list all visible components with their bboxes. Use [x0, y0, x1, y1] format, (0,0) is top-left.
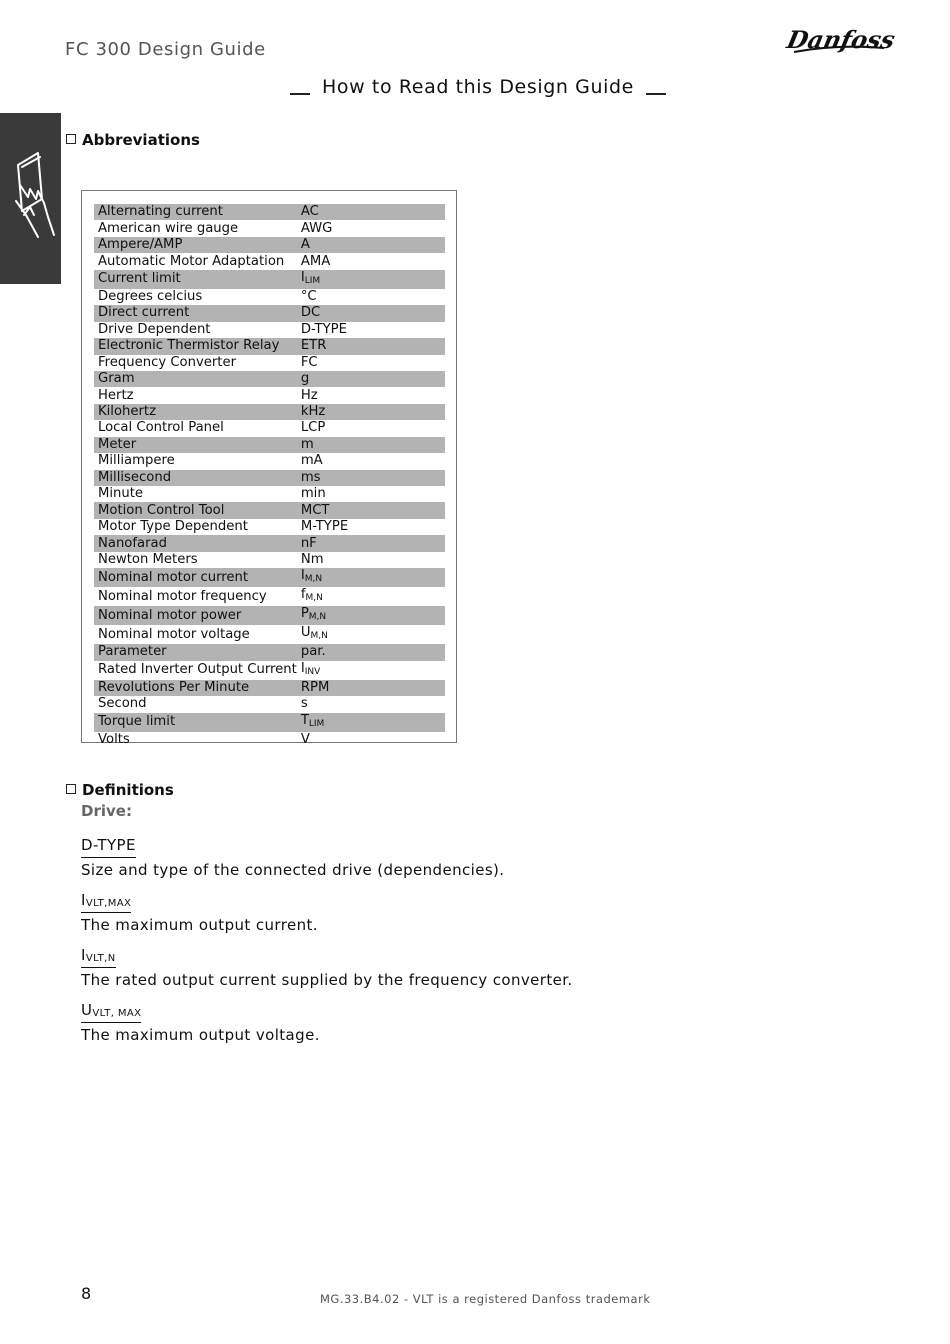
definition-description: The rated output current supplied by the frequency converter. [81, 971, 573, 989]
abbreviation-main: nF [300, 535, 317, 551]
table-row [94, 220, 445, 236]
table-row [94, 661, 445, 680]
abbreviation-main: T [300, 712, 309, 728]
reading-hand-icon [8, 145, 56, 241]
table-row [94, 371, 445, 387]
table-row [94, 355, 445, 371]
abbreviation-term: Torque limit [94, 713, 297, 732]
abbreviation-value [297, 644, 445, 660]
table-row [94, 453, 445, 469]
abbreviation-main: I [300, 660, 305, 676]
abbreviation-subscript: M,N [308, 612, 327, 623]
abbreviation-term: Second [98, 696, 147, 712]
abbreviation-main: Nm [300, 551, 324, 567]
abbreviation-term: Newton Meters [98, 551, 198, 567]
abbreviation-value [297, 696, 445, 712]
abbreviation-value [297, 661, 445, 680]
abbreviation-value [297, 437, 445, 453]
abbreviation-value [297, 289, 445, 305]
abbreviation-value [297, 470, 445, 486]
abbreviation-value [297, 220, 445, 236]
abbreviation-value [297, 502, 445, 518]
table-row [94, 338, 445, 354]
abbreviation-term: Degrees celcius [98, 288, 203, 304]
definition-term [81, 892, 131, 913]
table-row [94, 437, 445, 453]
table-row [94, 606, 445, 625]
abbreviation-term: Frequency Converter [98, 354, 236, 370]
definitions-heading [66, 781, 174, 799]
table-row [94, 713, 445, 732]
abbreviation-value [297, 625, 445, 644]
abbreviation-value [297, 587, 445, 606]
abbreviation-main: DC [300, 305, 321, 321]
abbreviation-main: A [300, 237, 310, 253]
abbreviation-main: s [300, 696, 308, 712]
term-main: I [81, 891, 86, 909]
table-row [94, 305, 445, 321]
abbreviation-subscript: M,N [305, 593, 323, 604]
abbreviations-heading [66, 131, 200, 149]
abbreviation-value [297, 732, 445, 748]
abbreviation-value [297, 355, 445, 371]
abbreviation-value [297, 680, 445, 696]
table-row [94, 322, 445, 338]
abbreviation-main: ms [300, 469, 321, 485]
definition-description: The maximum output voltage. [81, 1026, 320, 1044]
abbreviation-term: Electronic Thermistor Relay [94, 338, 297, 354]
abbreviation-term: American wire gauge [98, 220, 239, 236]
term-subscript: VLT,N [85, 953, 116, 964]
abbreviation-term: Gram [94, 371, 297, 387]
abbreviations-heading-text: Abbreviations [82, 131, 200, 149]
abbreviation-main: D-TYPE [300, 321, 347, 337]
heading-bullet-icon [66, 134, 76, 144]
abbreviation-value [297, 204, 445, 220]
definition-description: Size and type of the connected drive (dependencies). [81, 861, 505, 879]
abbreviation-main: LCP [300, 420, 326, 436]
abbreviation-main: par. [300, 644, 326, 660]
abbreviation-subscript: M,N [304, 574, 323, 585]
table-row [94, 387, 445, 403]
abbreviation-value [297, 713, 445, 732]
abbreviation-value [297, 322, 445, 338]
abbreviation-term: Ampere/AMP [94, 237, 297, 253]
abbreviation-term: Drive Dependent [98, 321, 211, 337]
abbreviation-value [297, 420, 445, 436]
term-main: U [81, 1001, 93, 1019]
abbreviation-main: °C [300, 288, 317, 304]
table-row [94, 644, 445, 660]
section-title-text: How to Read this Design Guide [322, 76, 634, 98]
section-title [290, 76, 666, 98]
abbreviation-main: mA [300, 453, 323, 469]
definition-description: The maximum output current. [81, 916, 318, 934]
abbreviations-table [94, 204, 445, 748]
abbreviation-subscript: LIM [304, 275, 321, 286]
abbreviation-main: I [300, 568, 305, 584]
abbreviation-main: I [300, 269, 305, 285]
definition-item [81, 1001, 320, 1044]
definition-term [81, 837, 136, 858]
table-row [94, 204, 445, 220]
table-row [94, 470, 445, 486]
abbreviation-term: Milliampere [98, 453, 175, 469]
heading-bullet-icon [66, 784, 76, 794]
abbreviation-main: kHz [300, 404, 326, 420]
page-number: 8 [81, 1284, 92, 1303]
abbreviation-term: Nominal motor frequency [98, 588, 267, 604]
abbreviation-main: m [300, 436, 314, 452]
definitions-heading-text: Definitions [82, 781, 174, 799]
abbreviation-term: Minute [98, 486, 144, 502]
table-row [94, 486, 445, 502]
abbreviation-value [297, 486, 445, 502]
abbreviation-value [297, 305, 445, 321]
abbreviation-main: f [300, 587, 306, 603]
abbreviation-term: Local Control Panel [98, 420, 224, 436]
abbreviation-value [297, 453, 445, 469]
term-main: D-TYPE [81, 836, 136, 854]
abbreviation-main: RPM [300, 679, 330, 695]
abbreviation-term: Rated Inverter Output Current [98, 662, 297, 678]
abbreviation-subscript: LIM [308, 718, 325, 729]
abbreviation-value [297, 568, 445, 587]
abbreviation-main: V [300, 731, 310, 747]
abbreviation-term: Current limit [94, 270, 297, 289]
abbreviation-value [297, 270, 445, 289]
abbreviation-main: ETR [300, 338, 327, 354]
table-row [94, 625, 445, 644]
table-row [94, 404, 445, 420]
abbreviation-term: Volts [98, 731, 130, 747]
abbreviation-term: Hertz [98, 387, 134, 403]
abbreviation-value [297, 237, 445, 253]
table-row [94, 270, 445, 289]
abbreviation-value [297, 387, 445, 403]
table-row [94, 502, 445, 518]
abbreviation-main: min [300, 486, 326, 502]
term-main: I [81, 946, 86, 964]
abbreviation-value [297, 519, 445, 535]
abbreviation-value [297, 338, 445, 354]
table-row [94, 587, 445, 606]
abbreviation-term: Automatic Motor Adaptation [98, 253, 285, 269]
definition-item [81, 946, 573, 989]
table-row [94, 568, 445, 587]
abbreviation-subscript: M,N [310, 631, 328, 642]
abbreviation-term: Millisecond [94, 470, 297, 486]
abbreviation-term: Nominal motor current [94, 568, 297, 587]
abbreviation-term: Motion Control Tool [94, 502, 297, 518]
definition-item [81, 891, 318, 934]
abbreviation-main: P [300, 606, 309, 622]
abbreviation-term: Parameter [94, 644, 297, 660]
abbreviation-main: AMA [300, 253, 331, 269]
abbreviation-value [297, 371, 445, 387]
danfoss-logo [784, 18, 898, 60]
table-row [94, 253, 445, 269]
abbreviation-subscript: INV [304, 666, 321, 677]
table-row [94, 696, 445, 712]
abbreviation-main: FC [300, 354, 318, 370]
abbreviation-main: M-TYPE [300, 519, 349, 535]
footer-text: MG.33.B4.02 - VLT is a registered Danfoss trademark [320, 1292, 651, 1306]
term-subscript: VLT, MAX [92, 1008, 142, 1019]
definition-term [81, 947, 116, 968]
table-row [94, 535, 445, 551]
term-subscript: VLT,MAX [85, 898, 132, 909]
title-dash-right [646, 93, 666, 95]
abbreviation-main: Hz [300, 387, 318, 403]
abbreviation-term: Nanofarad [94, 535, 297, 551]
drive-subheading: Drive: [81, 802, 132, 820]
abbreviation-main: g [300, 371, 310, 387]
table-row [94, 237, 445, 253]
abbreviation-main: MCT [300, 502, 330, 518]
abbreviation-main: AC [300, 204, 319, 220]
abbreviation-value [297, 404, 445, 420]
abbreviation-value [297, 606, 445, 625]
abbreviation-term: Kilohertz [94, 404, 297, 420]
table-row [94, 552, 445, 568]
table-row [94, 732, 445, 748]
abbreviation-value [297, 552, 445, 568]
abbreviation-term: Alternating current [94, 204, 297, 220]
abbreviation-value [297, 253, 445, 269]
table-row [94, 680, 445, 696]
definition-item [81, 836, 504, 879]
abbreviation-term: Nominal motor voltage [98, 626, 250, 642]
svg-text:Danfoss: Danfoss [784, 25, 898, 54]
definition-term [81, 1002, 141, 1023]
abbreviation-main: AWG [300, 220, 333, 236]
table-row [94, 519, 445, 535]
abbreviation-term: Meter [94, 437, 297, 453]
abbreviation-term: Motor Type Dependent [98, 519, 248, 535]
abbreviation-value [297, 535, 445, 551]
title-dash-left [290, 93, 310, 95]
table-row [94, 420, 445, 436]
abbreviation-term: Revolutions Per Minute [94, 680, 297, 696]
abbreviation-term: Nominal motor power [94, 606, 297, 625]
abbreviation-main: U [300, 625, 311, 641]
abbreviation-term: Direct current [94, 305, 297, 321]
table-row [94, 289, 445, 305]
chapter-side-tab [0, 113, 61, 284]
document-title: FC 300 Design Guide [65, 39, 266, 60]
